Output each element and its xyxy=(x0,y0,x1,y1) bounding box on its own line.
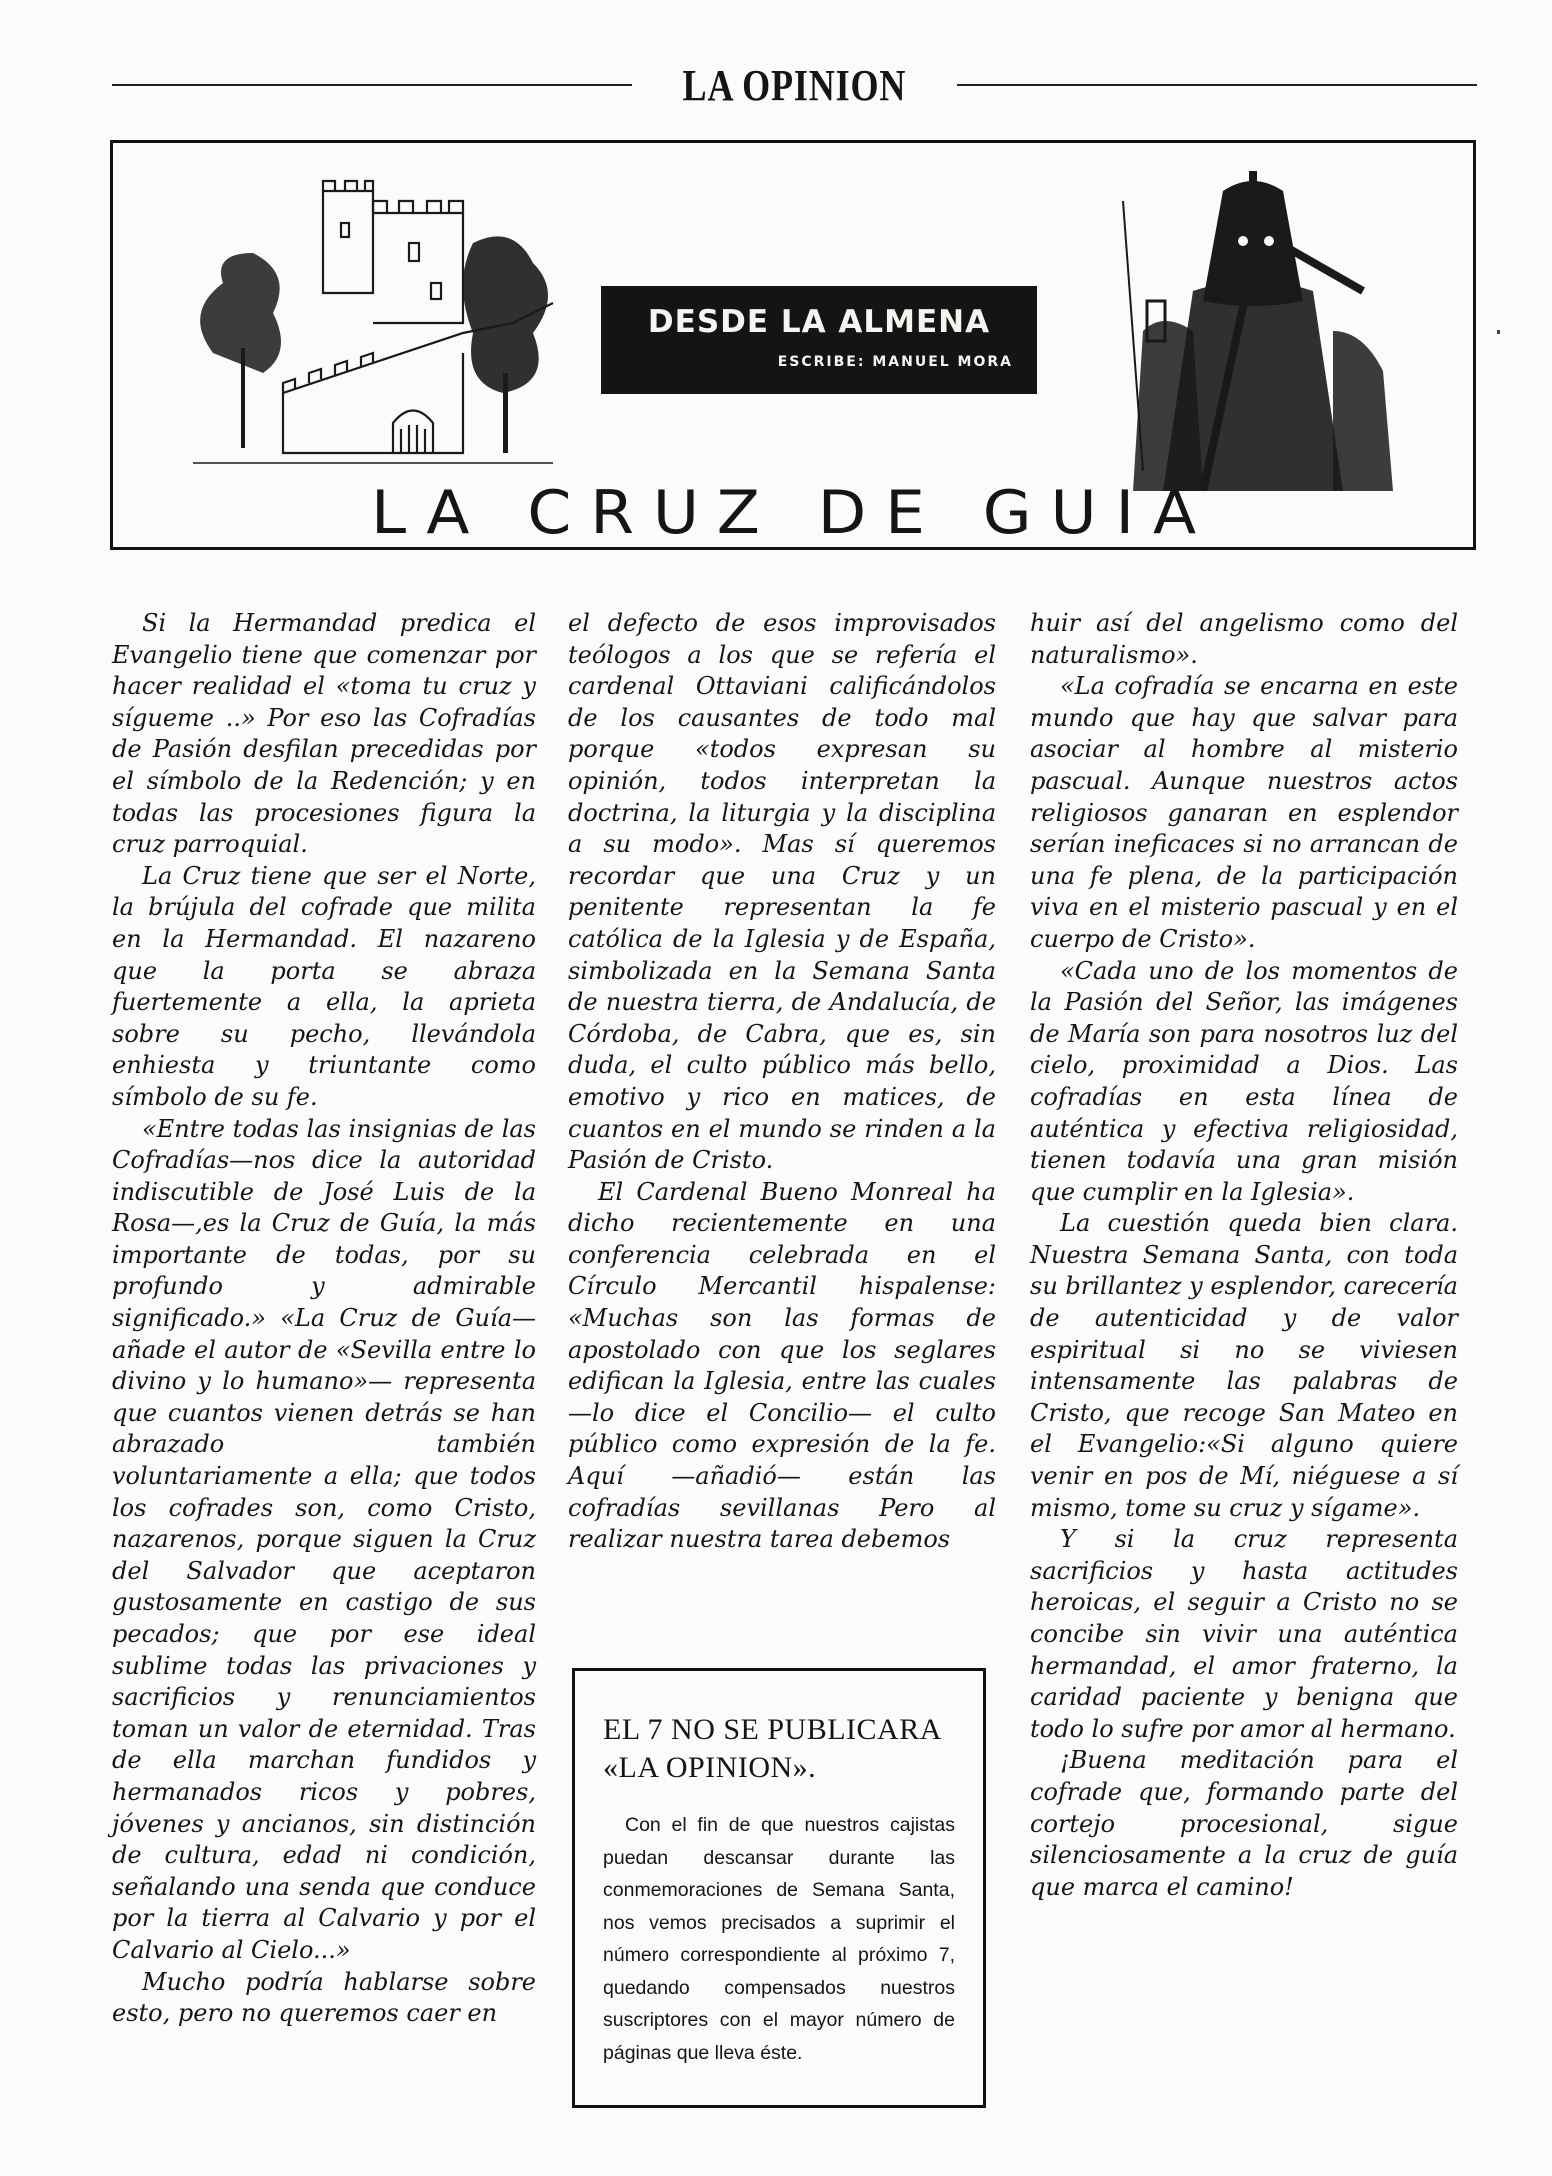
paragraph: El Cardenal Bueno Monreal ha dicho recientemente en una conferencia celebrada en el Círculo Mercantil hispalense: «Muchas son las formas de apostolado con que los seglares edifican la Iglesia, entre las cuales —lo dice el Concilio— el culto público como expresión de la fe. Aquí —añadió— están las cofradías sevillanas Pero al realizar nuestra tarea debemos xyxy=(568,1177,996,1554)
paragraph: La Cruz tiene que ser el Norte, la brújula del cofrade que milita en la Hermandad. El nazareno que la porta se abraza fuertemente a ella, la aprieta sobre su pecho, llevándola enhiesta y triuntante como símbolo de su fe. xyxy=(112,861,536,1111)
paragraph: «Entre todas las insignias de las Cofradías—nos dice la autoridad indiscutible de José Luis de la Rosa—,es la Cruz de Guía, la más importante de todas, por su profundo y admirable significado.» «La Cruz de Guía—añade el autor de «Sevilla entre lo divino y lo humano»— representa que cuantos vienen detrás se han abrazado también voluntariamente a ella; que todos los cofrades son, como Cristo, nazarenos, porque siguen la Cruz del Salvador que aceptaron gustosamente en castigo de sus pecados; que por ese ideal sublime todas las privaciones y sacrificios y renunciamientos toman un valor de eternidad. Tras de ella marchan fundidos y hermanados ricos y pobres, jóvenes y ancianos, sin distinción de cultura, edad ni condición, señalando una senda que conduce por la tierra al Calvario y por el Calvario al Cielo...» xyxy=(112,1114,536,1964)
castle-tower-illustration xyxy=(173,173,583,473)
nazareno-cross-illustration xyxy=(1103,171,1403,491)
article-banner xyxy=(110,140,1476,550)
paragraph: ¡Buena meditación para el cofrade que, formando parte del cortejo procesional, sigue silenciosamente a la cruz de guía que marca el camino! xyxy=(1030,1746,1458,1901)
paragraph: «Cada uno de los momentos de la Pasión del Señor, las imágenes de María son para nosotros luz del cielo, proximidad a Dios. Las cofradías en esta línea de auténtica y efectiva religiosidad, tienen todavía una gran misión que cumplir en la Iglesia». xyxy=(1030,956,1458,1206)
byline: ESCRIBE: MANUEL MORA xyxy=(777,354,1013,370)
article-title: LA CRUZ DE GUIA xyxy=(370,478,1216,548)
notice-headline: EL 7 NO SE PUBLICARA «LA OPINION». xyxy=(603,1713,941,1784)
text-column-1 xyxy=(112,608,536,2030)
notice-body: Con el fin de que nuestros cajistas puedan descansar durante las conmemoraciones de Semana Santa, nos vemos precisados a suprimir el número correspondiente al próximo 7, quedando compensados nuestros suscriptores con el mayor número de páginas que lleva éste. xyxy=(603,1814,955,2064)
print-speck xyxy=(1497,330,1500,334)
paragraph: La cuestión queda bien clara. Nuestra Semana Santa, con toda su brillantez y esplendor, carecería de autenticidad y de valor espiritual si no se viviesen intensamente las palabras de Cristo, que recoge San Mateo en el Evangelio:«Si alguno quiere venir en pos de Mí, niéguese a sí mismo, tome su cruz y sígame». xyxy=(1030,1209,1458,1522)
paragraph: el defecto de esos improvisados teólogos a los que se refería el cardenal Ottaviani calificándolos de los causantes de todo mal porque «todos expresan su opinión, todos interpretan la doctrina, la liturgia y la disciplina a su modo». Mas sí queremos recordar que una Cruz y un penitente representan la fe católica de la Iglesia y de España, simbolizada en la Semana Santa de nuestra tierra, de Andalucía, de Córdoba, de Cabra, que es, sin duda, el culto público más bello, emotivo y rico en matices, de cuantos en el mundo se rinden a la Pasión de Cristo. xyxy=(568,609,996,1175)
paragraph: «La cofradía se encarna en este mundo que hay que salvar para asociar al hombre al misterio pascual. Aunque nuestros actos religiosos ganaran en esplendor serían ineficaces si no arrancan de una fe plena, de la participación viva en el misterio pascual y en el cuerpo de Cristo». xyxy=(1030,672,1458,953)
paragraph: Y si la cruz representa sacrificios y hasta actitudes heroicas, el seguir a Cristo no se concibe sin vivir una auténtica hermandad, el amor fraterno, la caridad paciente y benigna que todo lo sufre por amor al hermano. xyxy=(1030,1525,1458,1743)
section-title: DESDE LA ALMENA xyxy=(647,304,991,340)
text-column-3 xyxy=(1030,608,1458,1903)
section-title-box xyxy=(601,286,1037,394)
publication-title: LA OPINION xyxy=(682,60,907,110)
notice-box xyxy=(572,1668,986,2108)
masthead-rule-left xyxy=(112,84,632,86)
paragraph: Mucho podría hablarse sobre esto, pero no queremos caer en xyxy=(112,1967,536,2028)
paragraph: Si la Hermandad predica el Evangelio tiene que comenzar por hacer realidad el «toma tu cruz y sígueme ..» Por eso las Cofradías de Pasión desfilan precedidas por el símbolo de la Redención; y en todas las procesiones figura la cruz parroquial. xyxy=(112,609,536,859)
paragraph: huir así del angelismo como del naturalismo». xyxy=(1030,609,1458,669)
masthead xyxy=(112,50,1477,120)
text-column-2 xyxy=(568,608,996,1556)
masthead-rule-right xyxy=(957,84,1477,86)
